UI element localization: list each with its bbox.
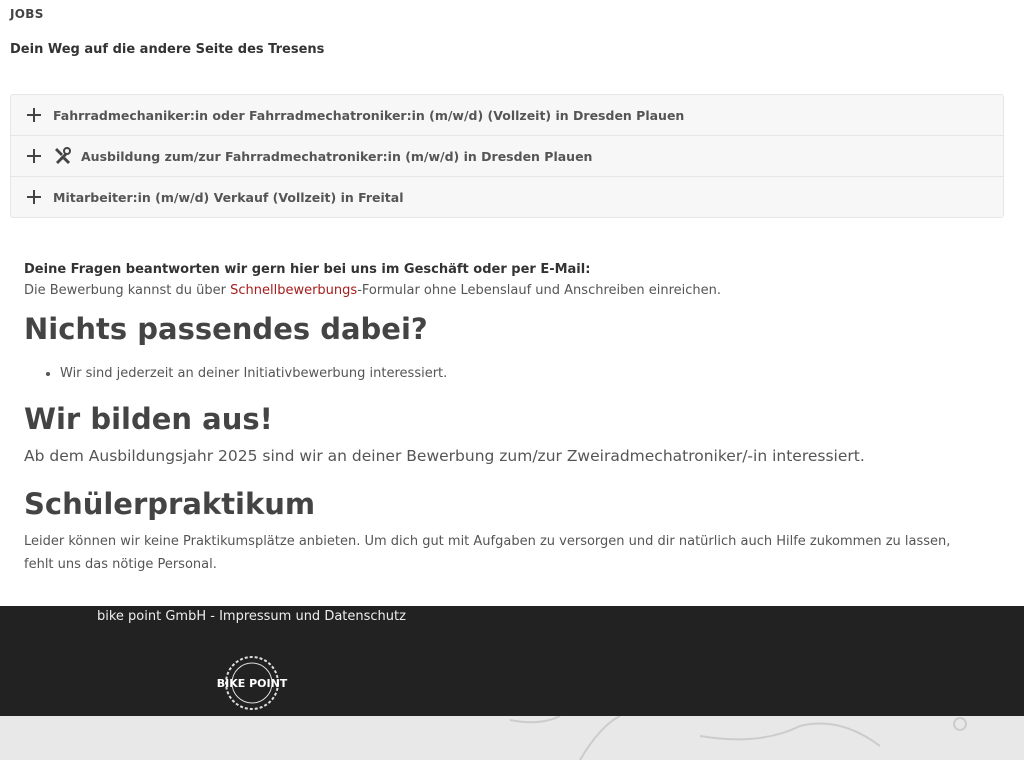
list-item: • Wir sind jederzeit an deiner Initiativbewerbung interessiert. [60, 366, 447, 381]
questions-text [24, 283, 1004, 298]
job-item-label: Fahrradmechaniker:in oder Fahrradmechatroniker:in (m/w/d) (Vollzeit) in Dresden Plauen [53, 107, 685, 123]
training-heading: Wir bilden aus! [24, 402, 273, 436]
background-band [0, 716, 1024, 760]
initiative-list [40, 366, 447, 381]
plus-icon [27, 108, 41, 122]
schnellbewerbung-link[interactable]: Schnellbewerbungs [230, 283, 358, 298]
training-text: Ab dem Ausbildungsjahr 2025 sind wir an deiner Bewerbung zum/zur Zweiradmechatroniker/-in interessiert. [24, 447, 865, 465]
decorative-sketch-icon [0, 716, 1024, 760]
tools-icon [53, 147, 71, 165]
job-item-fahrradmechaniker[interactable] [11, 95, 1003, 136]
bike-point-logo-icon[interactable] [216, 654, 288, 712]
initiative-heading: Nichts passendes dabei? [24, 312, 428, 346]
plus-icon [27, 149, 41, 163]
logo-text: BIKE POINT [216, 677, 288, 690]
footer-link[interactable]: bike point GmbH - Impressum und Datenschutz [97, 609, 406, 624]
job-item-ausbildung[interactable] [11, 136, 1003, 177]
jobs-label: JOBS [10, 7, 44, 21]
internship-text: Leider können wir keine Praktikumsplätze anbieten. Um dich gut mit Aufgaben zu versorgen und dir natürlich auch Hilfe zukommen zu lassen, fehlt uns das nötige Personal. [24, 534, 951, 572]
internship-heading: Schülerpraktikum [24, 487, 316, 521]
questions-text-after: -Formular ohne Lebenslauf und Anschreiben einreichen. [357, 283, 722, 298]
questions-heading: Deine Fragen beantworten wir gern hier bei uns im Geschäft oder per E-Mail: [24, 262, 591, 277]
questions-section [24, 262, 1004, 298]
tagline: Dein Weg auf die andere Seite des Tresens [10, 42, 325, 57]
footer [0, 606, 1024, 716]
job-item-label: Ausbildung zum/zur Fahrradmechatroniker:in (m/w/d) in Dresden Plauen [81, 148, 593, 164]
job-item-label: Mitarbeiter:in (m/w/d) Verkauf (Vollzeit) in Freital [53, 189, 404, 205]
questions-text-before: Die Bewerbung kannst du über [24, 283, 231, 298]
job-item-verkauf[interactable] [11, 177, 1003, 217]
plus-icon [27, 190, 41, 204]
jobs-accordion [10, 94, 1004, 218]
